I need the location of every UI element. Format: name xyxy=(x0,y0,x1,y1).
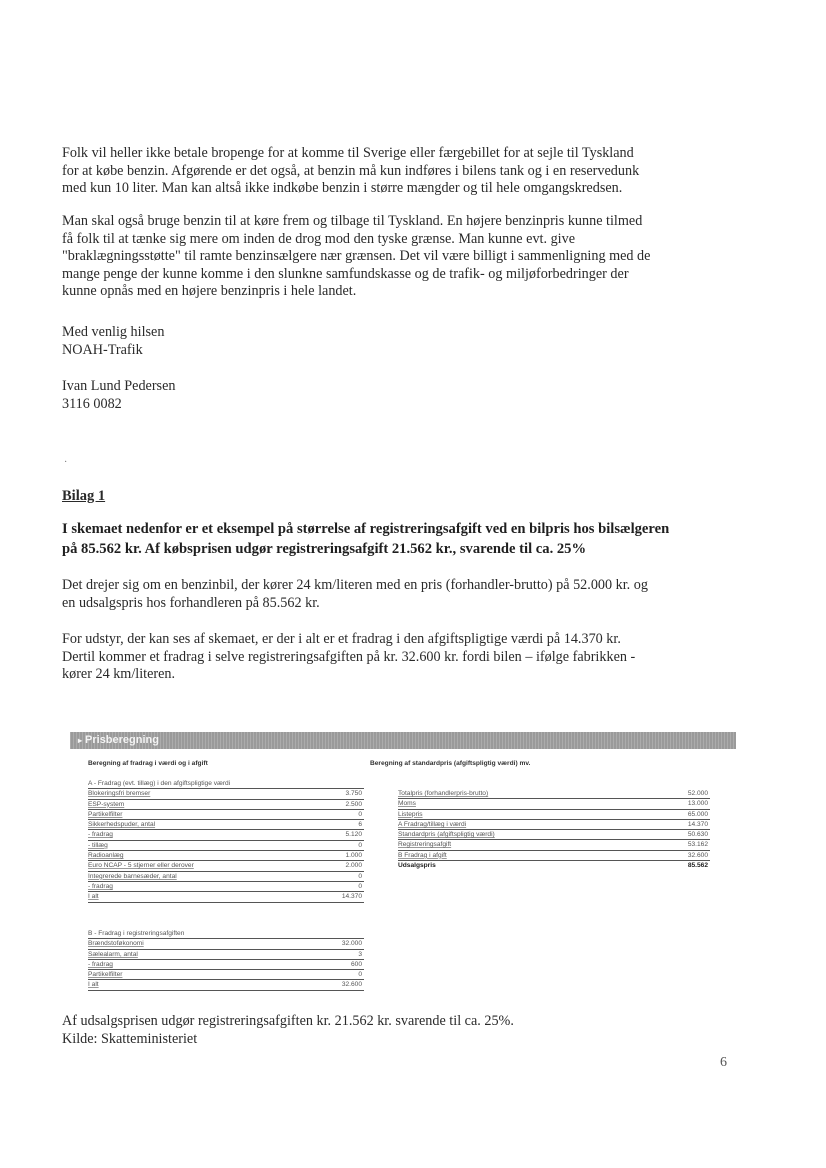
row-label: - fradrag xyxy=(88,960,113,968)
table-row xyxy=(88,939,364,949)
header-title: Prisberegning xyxy=(85,734,159,746)
table-row xyxy=(398,830,710,840)
row-value: 1.000 xyxy=(345,852,362,860)
row-label: I alt xyxy=(88,981,99,989)
text-line: Dertil kommer et fradrag i selve registreringsafgiften på kr. 32.600 kr. fordi bilen – ifølge fabrikken - xyxy=(62,648,636,665)
row-value: 32.600 xyxy=(687,851,708,859)
row-value: 3 xyxy=(358,950,362,958)
row-value: 0 xyxy=(358,810,362,818)
row-label: Totalpris (forhandlerpris-brutto) xyxy=(398,790,489,797)
table-row xyxy=(88,851,364,861)
row-label: Euro NCAP - 5 stjerner eller derover xyxy=(88,862,194,870)
row-label: Integrerede barnesæder, antal xyxy=(88,872,177,880)
row-value: 0 xyxy=(358,872,362,880)
table-row xyxy=(88,789,364,799)
row-label: - tillæg xyxy=(88,841,108,849)
letter-signature xyxy=(62,378,752,413)
appendix-paragraph-1 xyxy=(62,577,752,612)
left-column-title: Beregning af fradrag i værdi og i afgift xyxy=(88,760,208,767)
letter-paragraph-2 xyxy=(62,213,752,301)
text-line: "braklægningsstøtte" til ramte benzinsælgere nær grænsen. Det vil være billigt i sammenligning med de xyxy=(62,248,651,264)
section-b-table xyxy=(88,929,364,991)
table-row-total xyxy=(88,980,364,990)
text-line: en udsalgspris hos forhandleren på 85.562 kr. xyxy=(62,594,320,611)
sender-phone: 3116 0082 xyxy=(62,395,122,412)
table-row xyxy=(398,799,710,809)
row-value: 2.000 xyxy=(345,862,362,870)
row-value: 0 xyxy=(358,971,362,979)
standard-price-table xyxy=(398,789,710,870)
text-line: på 85.562 kr. Af købsprisen udgør registreringsafgift 21.562 kr., svarende til ca. 25% xyxy=(62,541,587,557)
row-label: Standardpris (afgiftspligtig værdi) xyxy=(398,831,495,839)
row-label: Brændstoføkonomi xyxy=(88,940,144,948)
text-line: For udstyr, der kan ses af skemaet, er der i alt er et fradrag i den afgiftspligtige værdi på 14.370 kr. xyxy=(62,631,621,647)
table-row xyxy=(88,861,364,871)
row-value: 85.562 xyxy=(687,862,708,870)
section-b-heading xyxy=(88,929,364,939)
row-label: - fradrag xyxy=(88,831,113,839)
row-label: Sikkerhedspuder, antal xyxy=(88,821,156,829)
table-row xyxy=(88,950,364,960)
row-label: ESP-system xyxy=(88,800,125,808)
text-line: for at købe benzin. Afgørende er det også, at benzin må kun indføres i bilens tank og i en reservedunk xyxy=(62,162,640,179)
section-heading-label: B - Fradrag i registreringsafgiften xyxy=(88,930,185,937)
table-row xyxy=(88,872,364,882)
summary-text: Af udsalgsprisen udgør registreringsafgiften kr. 21.562 kr. svarende til ca. 25%. xyxy=(62,1013,514,1029)
row-label: Radioanlæg xyxy=(88,852,124,860)
section-a-table xyxy=(88,779,364,903)
page-number: 6 xyxy=(720,1055,727,1070)
row-value: 6 xyxy=(358,821,362,829)
closing-text: Med venlig hilsen xyxy=(62,324,165,340)
row-label: Partikelfilter xyxy=(88,810,123,818)
sender-name: Ivan Lund Pedersen xyxy=(62,378,176,394)
row-value: 14.370 xyxy=(341,893,362,901)
text-line: kunne opnås med en højere benzinpris i hele landet. xyxy=(62,283,357,299)
text-line: Folk vil heller ikke betale bropenge for at komme til Sverige eller færgebillet for at sejle til Tyskland xyxy=(62,145,634,161)
appendix-intro xyxy=(62,519,762,559)
row-label: Udsalgspris xyxy=(398,862,436,870)
row-value: 600 xyxy=(350,960,362,968)
row-value: 0 xyxy=(358,841,362,849)
row-label: Moms xyxy=(398,800,416,808)
table-row xyxy=(398,851,710,861)
row-label: - fradrag xyxy=(88,882,113,890)
row-value: 52.000 xyxy=(687,790,708,797)
row-value: 13.000 xyxy=(687,800,708,808)
table-row xyxy=(88,820,364,830)
source-text: Kilde: Skatteministeriet xyxy=(62,1030,198,1047)
row-value: 53.162 xyxy=(687,841,708,849)
row-value: 32.600 xyxy=(341,981,362,989)
organization-name: NOAH-Trafik xyxy=(62,341,143,358)
table-row xyxy=(398,789,710,799)
section-a-heading xyxy=(88,779,364,789)
text-line: kører 24 km/literen. xyxy=(62,666,176,682)
row-label: B Fradrag i afgift xyxy=(398,851,447,859)
text-line: med kun 10 liter. Man kan altså ikke indkøbe benzin i større mængder og til hele omgangskredsen. xyxy=(62,180,623,196)
letter-closing xyxy=(62,324,752,359)
text-line: I skemaet nedenfor er et eksempel på størrelse af registreringsafgift ved en bilpris hos bilsælgeren xyxy=(62,521,670,537)
appendix-paragraph-2 xyxy=(62,631,752,684)
text-line: få folk til at tænke sig mere om inden de drog mod den tyske grænse. Man kunne evt. give xyxy=(62,230,576,247)
text-line: Man skal også bruge benzin til at køre frem og tilbage til Tyskland. En højere benzinpris kunne tilmed xyxy=(62,213,643,229)
summary-paragraph xyxy=(62,1013,752,1048)
row-value: 50.630 xyxy=(687,831,708,839)
row-label: Partikelfilter xyxy=(88,971,123,979)
table-row xyxy=(88,960,364,970)
appendix-title: Bilag 1 xyxy=(62,488,106,504)
arrow-right-icon: ▸ xyxy=(78,736,83,745)
table-row xyxy=(88,882,364,892)
table-row xyxy=(398,820,710,830)
row-label: Blokeringsfri bremser xyxy=(88,790,151,798)
row-value: 65.000 xyxy=(687,810,708,818)
row-label: A Fradrag/tillæg i værdi xyxy=(398,820,467,828)
price-calculation-panel xyxy=(70,732,736,1002)
table-row-total xyxy=(398,861,710,870)
table-row xyxy=(88,810,364,820)
text-line: Det drejer sig om en benzinbil, der kører 24 km/literen med en pris (forhandler-brutto) på 52.000 kr. og xyxy=(62,577,648,593)
section-heading-label: A - Fradrag (evt. tillæg) i den afgiftspligtige værdi xyxy=(88,780,231,787)
row-label: I alt xyxy=(88,893,99,901)
row-value: 5.120 xyxy=(345,831,362,839)
row-value: 14.370 xyxy=(687,820,708,828)
table-row xyxy=(88,970,364,980)
stray-mark: · xyxy=(64,457,68,468)
price-calculation-header xyxy=(70,732,736,749)
row-label: Sælealarm, antal xyxy=(88,950,138,958)
table-row xyxy=(88,841,364,851)
table-row xyxy=(398,840,710,850)
row-label: Registreringsafgift xyxy=(398,841,452,849)
table-row xyxy=(398,810,710,820)
table-row xyxy=(88,800,364,810)
letter-paragraph-1 xyxy=(62,145,752,198)
table-row xyxy=(88,830,364,840)
row-label: Listepris xyxy=(398,810,423,818)
text-line: mange penge der kunne komme i den slunkne samfundskasse og de trafik- og miljøforbedringer der xyxy=(62,265,629,282)
right-column-title: Beregning af standardpris (afgiftspligtig værdi) mv. xyxy=(370,760,531,767)
row-value: 32.000 xyxy=(341,940,362,948)
row-value: 3.750 xyxy=(345,790,362,798)
row-value: 0 xyxy=(358,882,362,890)
table-row-total xyxy=(88,892,364,902)
row-value: 2.500 xyxy=(345,800,362,808)
